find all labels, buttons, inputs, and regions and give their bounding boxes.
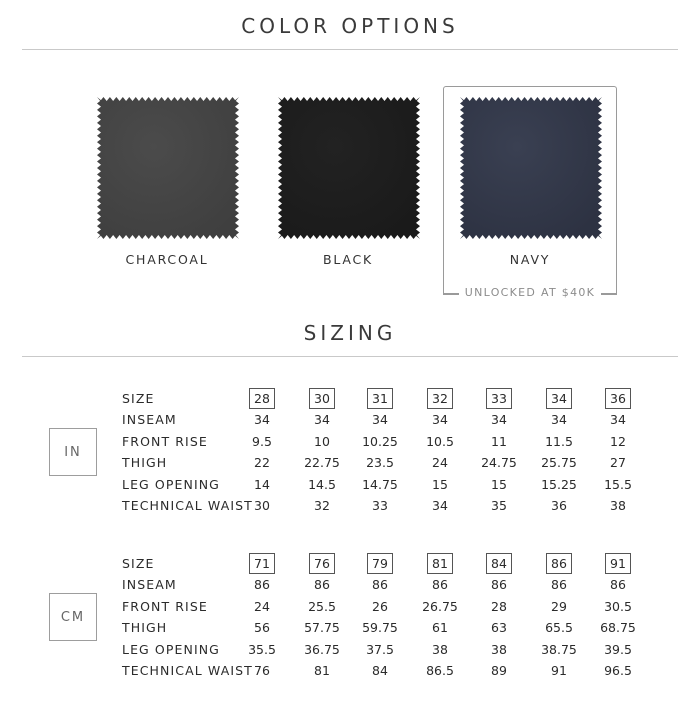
- table-cell: 15: [491, 476, 507, 492]
- table-cell: 59.75: [362, 620, 398, 636]
- table-cell: 11: [491, 433, 507, 449]
- row-label: FRONT RISE: [122, 598, 208, 614]
- table-cell: 57.75: [304, 620, 340, 636]
- table-cell: 15: [432, 476, 448, 492]
- table-cell: 38.75: [541, 641, 577, 657]
- table-cell: 26.75: [422, 598, 458, 614]
- table-row: [0, 474, 700, 495]
- table-cell: 63: [491, 620, 507, 636]
- swatch-fabric-graphic: [278, 97, 420, 239]
- table-cell: 86: [491, 577, 507, 593]
- table-cell: 15.25: [541, 476, 577, 492]
- unlock-note: UNLOCKED AT $40K: [464, 286, 596, 299]
- row-label: TECHNICAL WAIST: [122, 663, 253, 678]
- row-label: INSEAM: [122, 577, 177, 593]
- table-cell: 76: [254, 663, 270, 678]
- size-option[interactable]: 36: [593, 388, 643, 409]
- swatch-fabric-shape: [278, 97, 420, 239]
- table-cell: 34: [610, 412, 626, 428]
- row-label: THIGH: [122, 455, 168, 471]
- table-cell: 34: [372, 412, 388, 428]
- table-cell: 10.25: [362, 433, 398, 449]
- navy-swatch[interactable]: [460, 97, 602, 239]
- table-cell: 86: [314, 577, 330, 593]
- table-row: [0, 574, 700, 595]
- table-cell: 34: [551, 412, 567, 428]
- color-options-divider: [22, 49, 678, 50]
- table-cell: 27: [610, 455, 626, 471]
- table-cell: 37.5: [366, 641, 394, 657]
- table-cell: 86: [372, 577, 388, 593]
- table-row: [0, 495, 700, 516]
- table-cell: 36.75: [304, 641, 340, 657]
- row-label: SIZE: [122, 391, 155, 406]
- table-row: [0, 409, 700, 430]
- table-cell: 38: [610, 498, 626, 513]
- table-cell: 34: [432, 412, 448, 428]
- table-row: [0, 553, 700, 574]
- table-cell: 61: [432, 620, 448, 636]
- table-cell: 12: [610, 433, 626, 449]
- table-cell: 14: [254, 476, 270, 492]
- table-cell: 14.75: [362, 476, 398, 492]
- table-cell: 11.5: [545, 433, 573, 449]
- table-cell: 65.5: [545, 620, 573, 636]
- size-option[interactable]: 91: [593, 553, 643, 574]
- table-cell: 56: [254, 620, 270, 636]
- size-option[interactable]: 86: [534, 553, 584, 574]
- table-cell: 35: [491, 498, 507, 513]
- row-label: LEG OPENING: [122, 476, 220, 492]
- swatch-fabric-graphic: [460, 97, 602, 239]
- table-cell: 35.5: [248, 641, 276, 657]
- table-cell: 33: [372, 498, 388, 513]
- table-row: [0, 596, 700, 617]
- table-cell: 29: [551, 598, 567, 614]
- sizing-divider: [22, 356, 678, 357]
- table-cell: 10: [314, 433, 330, 449]
- swatch-label-navy: NAVY: [509, 252, 551, 267]
- table-cell: 81: [314, 663, 330, 678]
- table-cell: 34: [314, 412, 330, 428]
- table-cell: 84: [372, 663, 388, 678]
- table-row: [0, 639, 700, 660]
- color-options-title: COLOR OPTIONS: [241, 14, 459, 38]
- table-cell: 86: [254, 577, 270, 593]
- table-cell: 25.75: [541, 455, 577, 471]
- row-label: TECHNICAL WAIST: [122, 498, 253, 513]
- size-option[interactable]: 31: [355, 388, 405, 409]
- table-row: [0, 660, 700, 681]
- table-cell: 24.75: [481, 455, 517, 471]
- table-cell: 68.75: [600, 620, 636, 636]
- size-option[interactable]: 30: [297, 388, 347, 409]
- size-option[interactable]: 81: [415, 553, 465, 574]
- table-cell: 38: [491, 641, 507, 657]
- table-cell: 86.5: [426, 663, 454, 678]
- table-cell: 9.5: [252, 433, 272, 449]
- table-cell: 22: [254, 455, 270, 471]
- table-cell: 24: [254, 598, 270, 614]
- row-label: THIGH: [122, 620, 168, 636]
- table-cell: 30: [254, 498, 270, 513]
- table-row: [0, 431, 700, 452]
- swatch-card-charcoal[interactable]: [79, 97, 255, 272]
- table-cell: 38: [432, 641, 448, 657]
- table-cell: 34: [491, 412, 507, 428]
- table-cell: 14.5: [308, 476, 336, 492]
- size-option[interactable]: 79: [355, 553, 405, 574]
- size-option[interactable]: 34: [534, 388, 584, 409]
- table-cell: 34: [254, 412, 270, 428]
- size-option[interactable]: 28: [237, 388, 287, 409]
- table-cell: 26: [372, 598, 388, 614]
- swatch-label-black: BLACK: [322, 252, 374, 267]
- table-cell: 10.5: [426, 433, 454, 449]
- sizing-title: SIZING: [303, 321, 397, 345]
- table-row: [0, 452, 700, 473]
- table-cell: 96.5: [604, 663, 632, 678]
- table-cell: 32: [314, 498, 330, 513]
- table-cell: 86: [610, 577, 626, 593]
- swatch-fabric-shape: [97, 97, 239, 239]
- table-cell: 86: [432, 577, 448, 593]
- swatch-fabric-graphic: [97, 97, 239, 239]
- row-label: LEG OPENING: [122, 641, 220, 657]
- size-option[interactable]: 33: [474, 388, 524, 409]
- swatch-fabric-shape: [460, 97, 602, 239]
- table-cell: 30.5: [604, 598, 632, 614]
- row-label: FRONT RISE: [122, 433, 208, 449]
- table-cell: 36: [551, 498, 567, 513]
- swatch-card-navy[interactable]: [442, 97, 618, 272]
- table-cell: 39.5: [604, 641, 632, 657]
- size-option[interactable]: 84: [474, 553, 524, 574]
- row-label: SIZE: [122, 556, 155, 571]
- table-cell: 23.5: [366, 455, 394, 471]
- table-row: [0, 388, 700, 409]
- table-cell: 25.5: [308, 598, 336, 614]
- table-row: [0, 617, 700, 638]
- unit-label-in: IN: [49, 428, 97, 476]
- table-cell: 34: [432, 498, 448, 513]
- charcoal-swatch[interactable]: [97, 97, 239, 239]
- size-option[interactable]: 71: [237, 553, 287, 574]
- swatch-label-charcoal: CHARCOAL: [125, 252, 209, 267]
- size-option[interactable]: 76: [297, 553, 347, 574]
- swatch-card-black[interactable]: [260, 97, 436, 272]
- table-cell: 24: [432, 455, 448, 471]
- black-swatch[interactable]: [278, 97, 420, 239]
- table-cell: 15.5: [604, 476, 632, 492]
- table-cell: 91: [551, 663, 567, 678]
- unit-label-cm: CM: [49, 593, 97, 641]
- size-option[interactable]: 32: [415, 388, 465, 409]
- table-cell: 28: [491, 598, 507, 614]
- table-cell: 86: [551, 577, 567, 593]
- table-cell: 22.75: [304, 455, 340, 471]
- table-cell: 89: [491, 663, 507, 678]
- row-label: INSEAM: [122, 412, 177, 428]
